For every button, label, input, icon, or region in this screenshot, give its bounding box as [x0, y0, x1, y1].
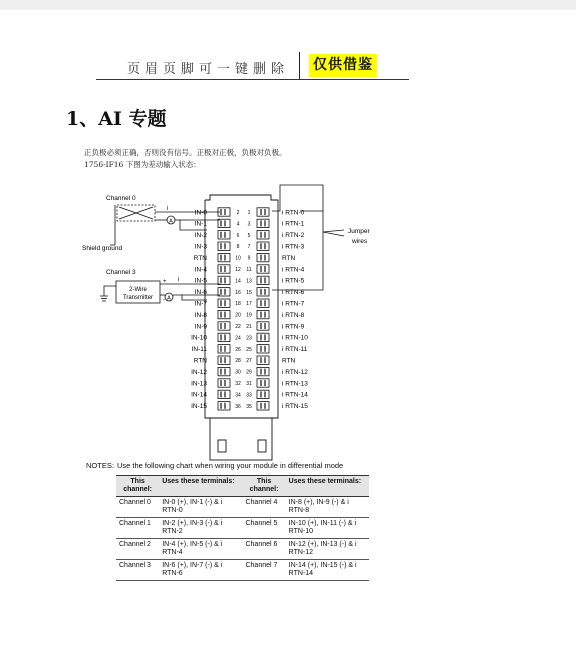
- screw-terminal-icon: [218, 219, 230, 227]
- screw-terminal-icon: [218, 265, 230, 273]
- pin-number: 36: [235, 403, 241, 410]
- pin-number: 33: [246, 392, 252, 399]
- input-label: IN-14: [191, 391, 207, 399]
- return-label: i RTN-7: [282, 300, 305, 308]
- pin-number: 20: [235, 312, 241, 319]
- pin-number: 16: [235, 289, 241, 296]
- screw-terminal-icon: [218, 276, 230, 284]
- screw-terminal-icon: [257, 276, 269, 284]
- input-label: IN-12: [191, 368, 207, 376]
- table-row: [116, 497, 369, 518]
- table-cell: IN-2 (+), IN-3 (-) & i RTN-2: [159, 518, 242, 539]
- return-label: RTN: [282, 357, 296, 365]
- screw-terminal-icon: [257, 208, 269, 216]
- return-label: i RTN-12: [282, 368, 308, 376]
- pin-number: 13: [246, 278, 252, 285]
- input-label: IN-2: [194, 232, 207, 240]
- input-label: IN-10: [191, 334, 207, 342]
- table-cell: Channel 3: [116, 560, 159, 581]
- screw-terminal-icon: [218, 345, 230, 353]
- input-label: IN-8: [194, 311, 207, 319]
- input-label: IN-15: [191, 403, 207, 411]
- jumper-label-1: Jumper: [348, 228, 370, 235]
- section-title: 1、AI 专题: [66, 108, 167, 130]
- channel-0-meter-symbol: A: [169, 218, 173, 225]
- screw-terminal-icon: [257, 367, 269, 375]
- pin-number: 6: [236, 232, 240, 239]
- screw-terminal-icon: [257, 356, 269, 364]
- input-label: IN-13: [191, 380, 207, 388]
- table-cell: Channel 0: [116, 497, 159, 518]
- channel-3-label: Channel 3: [106, 269, 136, 276]
- screw-terminal-icon: [257, 253, 269, 261]
- screw-terminal-icon: [257, 345, 269, 353]
- screw-terminal-icon: [257, 265, 269, 273]
- wiring-table: [116, 475, 369, 581]
- screw-terminal-icon: [218, 253, 230, 261]
- table-cell: IN-4 (+), IN-5 (-) & i RTN-4: [159, 539, 242, 560]
- screw-terminal-icon: [257, 310, 269, 318]
- table-header: This channel:: [116, 476, 159, 497]
- screw-terminal-icon: [218, 242, 230, 250]
- header-running-text: 页眉页脚可一键删除: [126, 62, 289, 77]
- table-cell: Channel 1: [116, 518, 159, 539]
- screw-terminal-icon: [218, 402, 230, 410]
- channel-3-meter-symbol: A: [167, 295, 171, 302]
- screw-terminal-icon: [218, 231, 230, 239]
- screw-terminal-icon: [218, 299, 230, 307]
- screw-terminal-icon: [257, 288, 269, 296]
- table-cell: IN-8 (+), IN-9 (-) & i RTN-8: [286, 497, 369, 518]
- pin-number: 3: [247, 221, 251, 228]
- pin-number: 22: [235, 324, 241, 330]
- return-label: i RTN-14: [282, 391, 308, 399]
- return-label: i RTN-1: [282, 220, 305, 228]
- screw-terminal-icon: [257, 219, 269, 227]
- pin-number: 35: [246, 403, 252, 410]
- table-header: Uses these terminals:: [286, 476, 369, 497]
- transmitter-plus: +: [163, 279, 167, 285]
- table-cell: IN-6 (+), IN-7 (-) & i RTN-6: [159, 560, 242, 581]
- table-header-row: [116, 476, 369, 497]
- table-cell: IN-12 (+), IN-13 (-) & i RTN-12: [286, 539, 369, 560]
- return-label: i RTN-13: [282, 380, 308, 388]
- pin-number: 5: [247, 232, 251, 239]
- screw-terminal-icon: [218, 333, 230, 341]
- table-cell: Channel 7: [242, 560, 285, 581]
- input-label: IN-3: [194, 243, 207, 251]
- return-label: i RTN-4: [282, 266, 305, 274]
- pin-number: 2: [236, 210, 240, 216]
- body-line-1: 正负极必须正确，否则没有信号。正极对正极，负极对负极。: [84, 148, 287, 157]
- screw-terminal-icon: [218, 356, 230, 364]
- return-label: RTN: [282, 254, 296, 262]
- input-label: RTN: [193, 357, 207, 365]
- pin-number: 26: [235, 346, 241, 353]
- table-cell: IN-14 (+), IN-15 (-) & i RTN-14: [286, 560, 369, 581]
- return-label: i RTN-10: [282, 334, 308, 342]
- input-label: IN-5: [194, 277, 207, 285]
- table-cell: IN-0 (+), IN-1 (-) & i RTN-0: [159, 497, 242, 518]
- screw-terminal-icon: [218, 310, 230, 318]
- transmitter-minus: -: [163, 297, 165, 303]
- table-header: Uses these terminals:: [159, 476, 242, 497]
- screw-terminal-icon: [257, 333, 269, 341]
- pin-number: 1: [247, 210, 251, 216]
- input-label: IN-7: [194, 300, 207, 308]
- jumper-label-2: wires: [352, 238, 368, 245]
- return-labels: [282, 209, 308, 410]
- screw-terminal-icon: [218, 367, 230, 375]
- return-label: i RTN-8: [282, 311, 305, 319]
- return-label: i RTN-15: [282, 403, 308, 411]
- screw-terminal-icon: [257, 402, 269, 410]
- pin-number: 17: [246, 301, 252, 308]
- header-badge: 仅供借鉴: [309, 54, 377, 77]
- input-label: IN-4: [194, 266, 207, 274]
- return-label: i RTN-6: [282, 289, 305, 297]
- pin-number: 11: [246, 267, 252, 273]
- screw-terminal-icon: [257, 299, 269, 307]
- pin-number: 25: [246, 346, 252, 353]
- table-cell: Channel 2: [116, 539, 159, 560]
- screw-terminal-icon: [257, 390, 269, 398]
- pin-number: 24: [235, 335, 241, 342]
- input-label: RTN: [193, 254, 207, 262]
- pin-number: 28: [235, 358, 241, 365]
- channel-0-current-symbol: i: [167, 206, 169, 212]
- pin-number: 23: [246, 335, 252, 342]
- pin-number: 21: [246, 324, 252, 330]
- screw-terminal-icon: [257, 379, 269, 387]
- notes-text: Use the following chart when wiring your module in differential mode: [117, 461, 344, 470]
- pin-number: 9: [247, 255, 251, 262]
- input-label: IN-1: [194, 220, 207, 228]
- pin-number: 29: [246, 369, 252, 376]
- channel-3-current-symbol: i: [178, 277, 180, 283]
- input-label: IN-0: [194, 209, 207, 217]
- table-cell: Channel 4: [242, 497, 285, 518]
- pin-number: 19: [246, 312, 252, 319]
- input-label: IN-11: [191, 346, 207, 354]
- body-line-2: 1756-IF16 下图为差动输入状态：: [84, 160, 201, 169]
- table-cell: Channel 6: [242, 539, 285, 560]
- table-row: [116, 560, 369, 581]
- pin-number: 8: [236, 244, 240, 251]
- return-label: i RTN-9: [282, 323, 305, 331]
- screw-terminal-icon: [218, 379, 230, 387]
- pin-number: 30: [235, 369, 241, 376]
- transmitter-label-1: 2-Wire: [129, 287, 147, 293]
- input-label: IN-6: [194, 289, 207, 297]
- terminal-block: [218, 208, 269, 410]
- transmitter-label-2: Transmitter: [122, 295, 154, 301]
- table-row: [116, 539, 369, 560]
- pin-number: 18: [235, 301, 241, 308]
- table-header: This channel:: [242, 476, 285, 497]
- table-cell: Channel 5: [242, 518, 285, 539]
- pin-number: 15: [246, 289, 252, 296]
- return-label: i RTN-2: [282, 232, 305, 240]
- table-cell: IN-10 (+), IN-11 (-) & i RTN-10: [286, 518, 369, 539]
- pin-number: 32: [235, 381, 241, 387]
- pin-number: 10: [235, 255, 241, 262]
- return-label: i RTN-5: [282, 277, 305, 285]
- pin-number: 7: [247, 244, 251, 251]
- shield-ground-label: Shield ground: [82, 245, 123, 252]
- pin-number: 4: [236, 221, 240, 228]
- pin-number: 34: [235, 392, 241, 399]
- pin-number: 14: [235, 278, 241, 285]
- notes-label: NOTES:: [86, 461, 114, 470]
- screw-terminal-icon: [218, 390, 230, 398]
- channel-0-label: Channel 0: [106, 195, 136, 202]
- return-label: i RTN-3: [282, 243, 305, 251]
- pin-number: 27: [246, 358, 252, 365]
- table-row: [116, 518, 369, 539]
- screw-terminal-icon: [257, 322, 269, 330]
- input-label: IN-9: [194, 323, 207, 331]
- return-label: i RTN-11: [282, 346, 308, 354]
- return-label: i RTN-0: [282, 209, 305, 217]
- pin-number: 12: [235, 267, 241, 273]
- pin-number: 31: [246, 381, 252, 387]
- screw-terminal-icon: [218, 322, 230, 330]
- screw-terminal-icon: [257, 231, 269, 239]
- screw-terminal-icon: [257, 242, 269, 250]
